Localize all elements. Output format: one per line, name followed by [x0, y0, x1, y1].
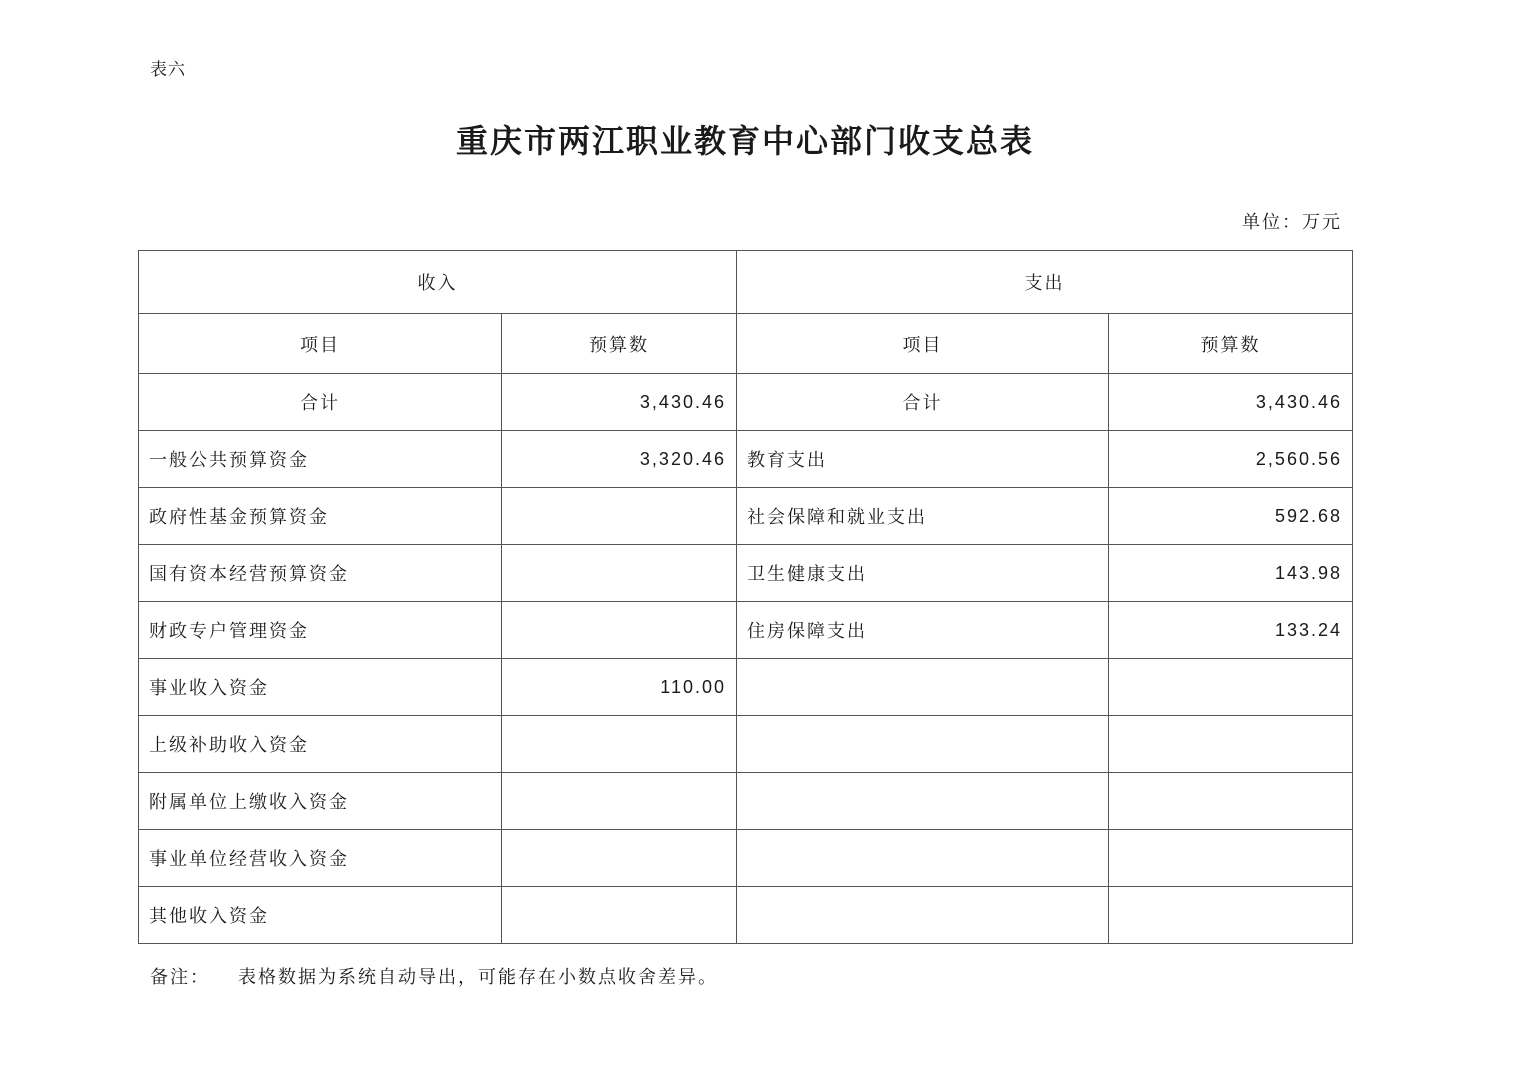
- table-row: [139, 716, 1353, 773]
- income-value: [502, 830, 737, 887]
- table-row: [139, 659, 1353, 716]
- expense-item: [737, 830, 1109, 887]
- expense-value: [1109, 659, 1353, 716]
- income-section-header: 收入: [139, 251, 737, 314]
- expense-value: 143.98: [1109, 545, 1353, 602]
- income-value: [502, 887, 737, 944]
- expense-value: [1109, 830, 1353, 887]
- table-row: [139, 488, 1353, 545]
- table-number: 表六: [150, 60, 186, 80]
- income-total-value: 3,430.46: [502, 374, 737, 431]
- expense-section-header: 支出: [737, 251, 1353, 314]
- footnote: [150, 963, 718, 989]
- column-header-row: [139, 314, 1353, 374]
- section-header-row: [139, 251, 1353, 314]
- income-budget-header: 预算数: [502, 314, 737, 374]
- income-item: 上级补助收入资金: [139, 716, 502, 773]
- expense-value: [1109, 716, 1353, 773]
- table-row: [139, 830, 1353, 887]
- expense-total-label: 合计: [737, 374, 1109, 431]
- income-item: 其他收入资金: [139, 887, 502, 944]
- expense-item: [737, 887, 1109, 944]
- income-value: [502, 773, 737, 830]
- expense-item: [737, 716, 1109, 773]
- total-row: [139, 374, 1353, 431]
- expense-item: 卫生健康支出: [737, 545, 1109, 602]
- footnote-text: 表格数据为系统自动导出，可能存在小数点收舍差异。: [238, 967, 718, 988]
- expense-item-header: 项目: [737, 314, 1109, 374]
- expense-value: [1109, 887, 1353, 944]
- budget-table: [138, 250, 1353, 944]
- unit-label: 单位：万元: [1242, 212, 1342, 233]
- income-item: 国有资本经营预算资金: [139, 545, 502, 602]
- expense-budget-header: 预算数: [1109, 314, 1353, 374]
- table-row: [139, 887, 1353, 944]
- budget-table-body: [139, 251, 1353, 944]
- income-item: 附属单位上缴收入资金: [139, 773, 502, 830]
- expense-value: 133.24: [1109, 602, 1353, 659]
- expense-value: 2,560.56: [1109, 431, 1353, 488]
- expense-total-value: 3,430.46: [1109, 374, 1353, 431]
- expense-item: [737, 659, 1109, 716]
- expense-item: 住房保障支出: [737, 602, 1109, 659]
- income-item: 一般公共预算资金: [139, 431, 502, 488]
- income-item: 财政专户管理资金: [139, 602, 502, 659]
- expense-value: 592.68: [1109, 488, 1353, 545]
- expense-item: 社会保障和就业支出: [737, 488, 1109, 545]
- income-item: 事业收入资金: [139, 659, 502, 716]
- income-value: 3,320.46: [502, 431, 737, 488]
- income-value: [502, 488, 737, 545]
- income-item-header: 项目: [139, 314, 502, 374]
- income-value: [502, 602, 737, 659]
- table-row: [139, 545, 1353, 602]
- income-item: 事业单位经营收入资金: [139, 830, 502, 887]
- income-value: 110.00: [502, 659, 737, 716]
- table-row: [139, 431, 1353, 488]
- income-item: 政府性基金预算资金: [139, 488, 502, 545]
- income-value: [502, 545, 737, 602]
- table-row: [139, 602, 1353, 659]
- income-total-label: 合计: [139, 374, 502, 431]
- footnote-label: 备注：: [150, 967, 210, 988]
- expense-value: [1109, 773, 1353, 830]
- table-row: [139, 773, 1353, 830]
- expense-item: [737, 773, 1109, 830]
- expense-item: 教育支出: [737, 431, 1109, 488]
- page-title: 重庆市两江职业教育中心部门收支总表: [455, 122, 1034, 160]
- income-value: [502, 716, 737, 773]
